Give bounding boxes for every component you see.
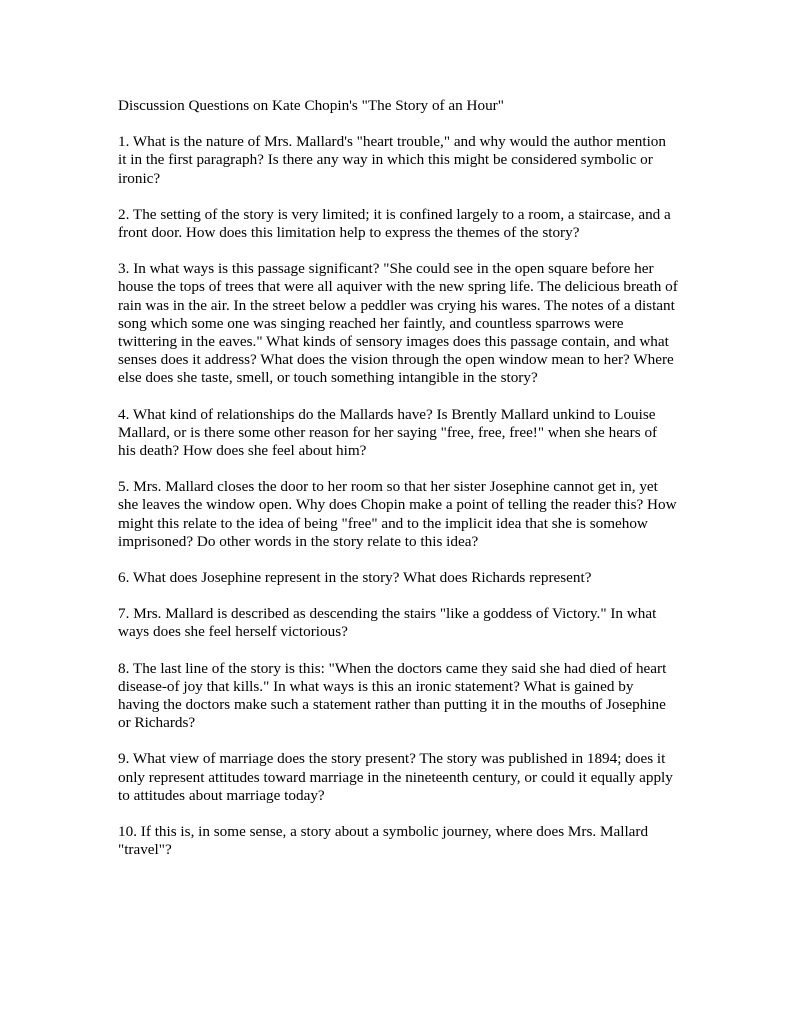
question-6: 6. What does Josephine represent in the story? What does Richards represent? xyxy=(118,569,592,587)
question-3: 3. In what ways is this passage significant? "She could see in the open square before her house the tops of trees that were all aquiver with the new spring life. The delicious breath of rain was in the air. In the street below a peddler was crying his wares. The notes of a distant song which some one was singing reached her faintly, and countless sparrows were twittering in the eaves." What kinds of sensory images does this passage contain, and what senses does it address? What does the vision through the open window mean to her? Where else does she taste, smell, or touch something intangible in the story? xyxy=(118,260,678,387)
question-8: 8. The last line of the story is this: "When the doctors came they said she had died of heart disease-of joy that kills." In what ways is this an ironic statement? What is gained by having the doctors make such a statement rather than putting it in the mouths of Josephine or Richards? xyxy=(118,659,667,732)
question-4: 4. What kind of relationships do the Mallards have? Is Brently Mallard unkind to Louise Mallard, or is there some other reason for her saying "free, free, free!" when she hears of his death? How does she feel about him? xyxy=(118,405,658,460)
document-body xyxy=(118,97,678,878)
question-1: 1. What is the nature of Mrs. Mallard's "heart trouble," and why would the author mention it in the first paragraph? Is there any way in which this might be considered symbolic or ironic? xyxy=(118,133,666,187)
question-7: 7. Mrs. Mallard is described as descending the stairs "like a goddess of Victory." In what ways does she feel herself victorious? xyxy=(118,605,657,641)
question-2: 2. The setting of the story is very limited; it is confined largely to a room, a staircase, and a front door. How does this limitation help to express the themes of the story? xyxy=(118,205,671,242)
question-9: 9. What view of marriage does the story present? The story was published in 1894; does it only represent attitudes toward marriage in the nineteenth century, or could it equally apply to attitudes about marriage today? xyxy=(118,750,673,804)
question-5: 5. Mrs. Mallard closes the door to her room so that her sister Josephine cannot get in, yet she leaves the window open. Why does Chopin make a point of telling the reader this? How might this relate to the idea of being "free" and to the implicit idea that she is somehow imprisoned? Do other words in the story relate to this idea? xyxy=(118,478,677,550)
document-title: Discussion Questions on Kate Chopin's "The Story of an Hour" xyxy=(118,97,504,114)
question-10: 10. If this is, in some sense, a story about a symbolic journey, where does Mrs. Mallard "travel"? xyxy=(118,823,649,859)
